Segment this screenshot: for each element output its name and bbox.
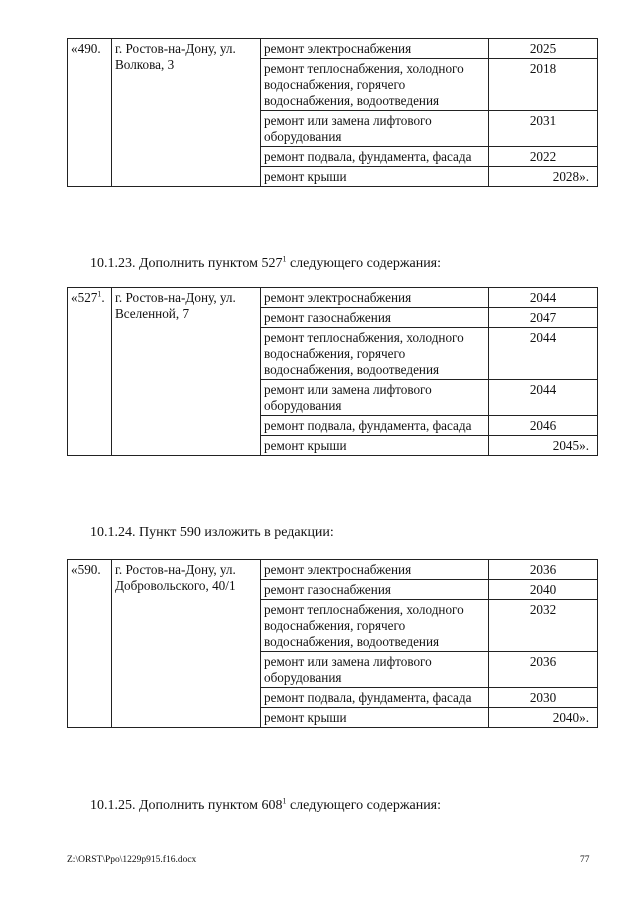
address-cell: г. Ростов-на-Дону, ул. Вселенной, 7 — [112, 288, 261, 456]
work-cell: ремонт электроснабжения — [261, 288, 489, 308]
year-cell: 2030 — [489, 688, 598, 708]
item-number-suffix: . — [101, 290, 105, 305]
year-cell: 2018 — [489, 59, 598, 111]
address-cell: г. Ростов-на-Дону, ул. Добровольского, 40/1 — [112, 560, 261, 728]
paragraph-10-1-25 — [90, 797, 441, 815]
work-cell: ремонт крыши — [261, 708, 489, 728]
work-cell: ремонт теплоснабжения, холодного водоснабжения, горячего водоснабжения, водоотведения — [261, 600, 489, 652]
item-number: «590. — [71, 562, 101, 577]
work-cell: ремонт газоснабжения — [261, 308, 489, 328]
year-cell: 2044 — [489, 288, 598, 308]
item-number: «490. — [71, 41, 101, 56]
year-cell: 2040 — [489, 580, 598, 600]
year-cell: 2040». — [489, 708, 598, 728]
superscript: 1 — [282, 254, 287, 264]
work-cell: ремонт крыши — [261, 167, 489, 187]
superscript: 1 — [282, 796, 287, 806]
work-cell: ремонт крыши — [261, 436, 489, 456]
item-number-cell — [68, 288, 112, 456]
work-cell: ремонт подвала, фундамента, фасада — [261, 147, 489, 167]
year-cell: 2032 — [489, 600, 598, 652]
footer-page-number: 77 — [580, 855, 590, 865]
item-number-cell — [68, 560, 112, 728]
year-cell: 2046 — [489, 416, 598, 436]
work-cell: ремонт подвала, фундамента, фасада — [261, 416, 489, 436]
work-cell: ремонт или замена лифтового оборудования — [261, 111, 489, 147]
table-item-490 — [67, 38, 598, 187]
table-row — [68, 560, 598, 580]
work-cell: ремонт электроснабжения — [261, 560, 489, 580]
paragraph-text: 10.1.25. Дополнить пунктом 608 — [90, 798, 283, 813]
table-row — [68, 288, 598, 308]
year-cell: 2031 — [489, 111, 598, 147]
table-row — [68, 39, 598, 59]
paragraph-10-1-24 — [90, 524, 334, 542]
footer-file-path: Z:\ORST\Ppo\1229p915.f16.docx — [67, 855, 197, 865]
table-item-590 — [67, 559, 598, 728]
year-cell: 2044 — [489, 328, 598, 380]
table-item-527-1 — [67, 287, 598, 456]
year-cell: 2025 — [489, 39, 598, 59]
year-cell: 2047 — [489, 308, 598, 328]
work-cell: ремонт теплоснабжения, холодного водоснабжения, горячего водоснабжения, водоотведения — [261, 59, 489, 111]
work-cell: ремонт или замена лифтового оборудования — [261, 652, 489, 688]
year-cell: 2045». — [489, 436, 598, 456]
address-cell: г. Ростов-на-Дону, ул. Волкова, 3 — [112, 39, 261, 187]
work-cell: ремонт теплоснабжения, холодного водоснабжения, горячего водоснабжения, водоотведения — [261, 328, 489, 380]
year-cell: 2036 — [489, 652, 598, 688]
work-cell: ремонт или замена лифтового оборудования — [261, 380, 489, 416]
paragraph-text: 10.1.23. Дополнить пунктом 527 — [90, 256, 283, 271]
year-cell: 2028». — [489, 167, 598, 187]
year-cell: 2022 — [489, 147, 598, 167]
work-cell: ремонт электроснабжения — [261, 39, 489, 59]
work-cell: ремонт подвала, фундамента, фасада — [261, 688, 489, 708]
item-number-cell — [68, 39, 112, 187]
paragraph-text: следующего содержания: — [286, 256, 442, 271]
paragraph-text: 10.1.24. Пункт 590 изложить в редакции: — [90, 525, 334, 540]
paragraph-10-1-23 — [90, 255, 441, 273]
paragraph-text: следующего содержания: — [286, 798, 442, 813]
year-cell: 2036 — [489, 560, 598, 580]
year-cell: 2044 — [489, 380, 598, 416]
item-number: «527 — [71, 290, 98, 305]
work-cell: ремонт газоснабжения — [261, 580, 489, 600]
superscript: 1 — [97, 289, 102, 299]
